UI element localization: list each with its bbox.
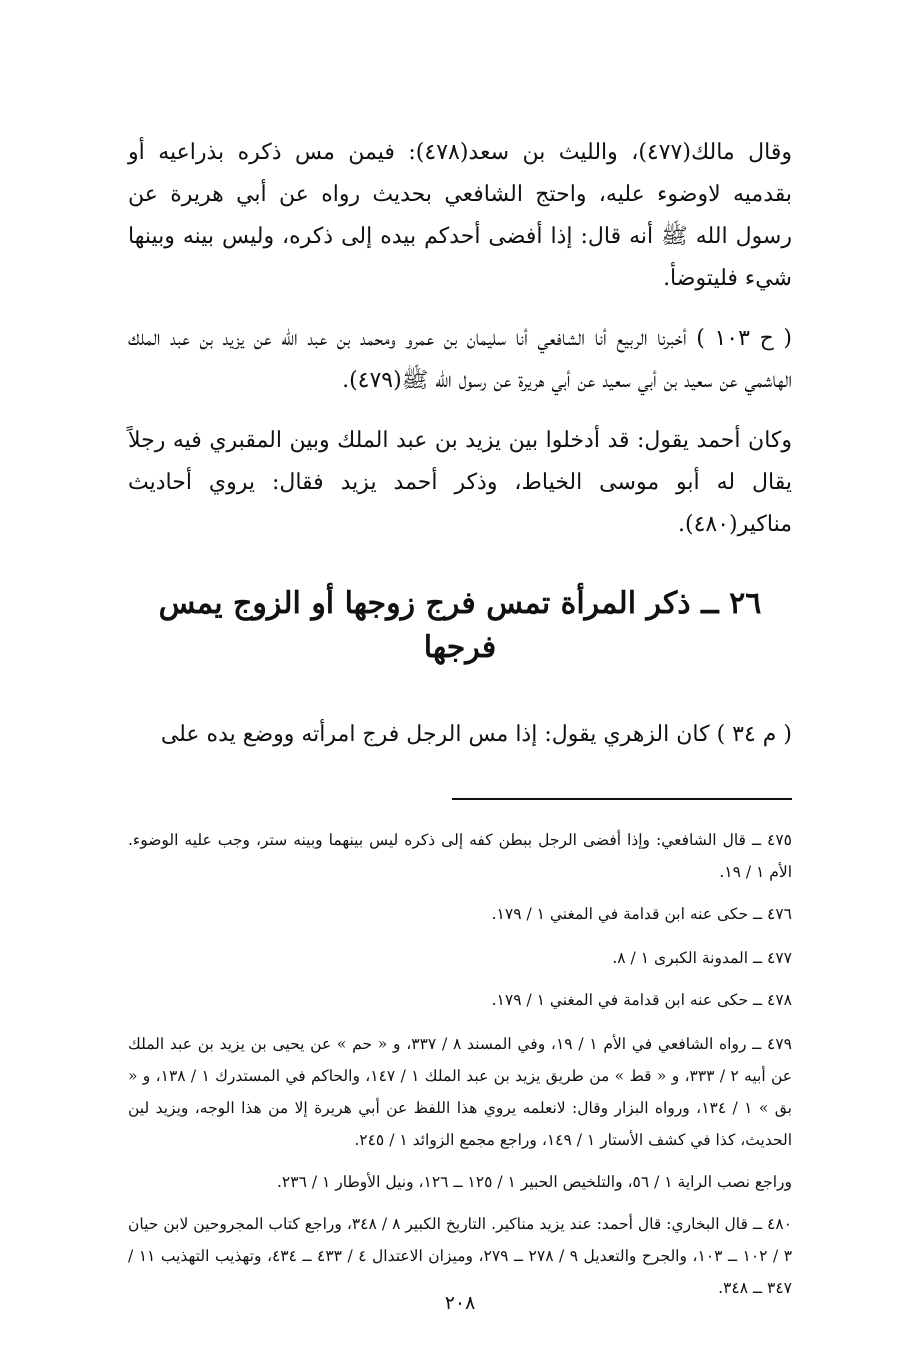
paragraph-2: ( ح ١٠٣ ) أخبرنا الربيع أنا الشافعي أنا سليمان بن عمرو ومحمد بن عبد الله عن يزيد بن عبد الملك الهاشمي عن سعيد بن أبي سعيد عن أبي هريرة عن رسول الله ﷺ(٤٧٩). (128, 326, 792, 393)
footnote-475: ٤٧٥ ــ قال الشافعي: وإذا أفضى الرجل ببطن كفه إلى ذكره ليس بينهما وبينه ستر، وجب عليه الوضوء. الأم ١ / ١٩. (128, 831, 792, 881)
paragraph-3: وكان أحمد يقول: قد أدخلوا بين يزيد بن عبد الملك وبين المقبري فيه رجلاً يقال له أبو موسى الخياط، وذكر أحمد يزيد فقال: يروي أحاديث مناكير(٤٨٠). (128, 428, 792, 537)
footnotes (128, 824, 792, 1304)
footnote-480: ٤٨٠ ــ قال البخاري: قال أحمد: عند يزيد مناكير. التاريخ الكبير ٨ / ٣٤٨، وراجع كتاب المجروحين لابن حيان ٣ / ١٠٢ ــ ١٠٣، والجرح والتعديل ٩ / ٢٧٨ ــ ٢٧٩، وميزان الاعتدال ٤ / ٤٣٣ ــ ٤٣٤، وتهذيب التهذيب ١١ / ٣٤٧ ــ ٣٤٨. (128, 1215, 793, 1297)
paragraph-1: وقال مالك(٤٧٧)، والليث بن سعد(٤٧٨): فيمن مس ذكره بذراعيه أو بقدميه لاوضوء عليه، واحتج الشافعي بحديث رواه عن أبي هريرة عن رسول الله ﷺ أنه قال: إذا أفضى أحدكم بيده إلى ذكره، وليس بينه وبينها شيء فليتوضأ. (128, 140, 792, 291)
footnote-476: ٤٧٦ ــ حكى عنه ابن قدامة في المغني ١ / ١٧٩. (491, 905, 792, 923)
page-number: ٢٠٨ (444, 1292, 476, 1314)
footnote-477: ٤٧٧ ــ المدونة الكبرى ١ / ٨. (612, 949, 792, 967)
footnote-separator (452, 798, 792, 800)
footnote-478: ٤٧٨ ــ حكى عنه ابن قدامة في المغني ١ / ١٧٩. (491, 991, 792, 1009)
paragraph-4: ( م ٣٤ ) كان الزهري يقول: إذا مس الرجل فرج امرأته ووضع يده على (160, 722, 792, 747)
main-text-continued (128, 714, 792, 756)
section-heading: ٢٦ ــ ذكر المرأة تمس فرج زوجها أو الزوج يمس فرجها (158, 586, 762, 665)
footnote-479-continued: وراجع نصب الراية ١ / ٥٦، والتلخيص الحبير ١ / ١٢٥ ــ ١٢٦، ونيل الأوطار ١ / ٢٣٦. (276, 1173, 792, 1191)
main-text (128, 132, 792, 546)
footnote-479: ٤٧٩ ــ رواه الشافعي في الأم ١ / ١٩، وفي المسند ٨ / ٣٣٧، و « حم » عن يحيى بن يزيد بن عبد الملك عن أبيه ٢ / ٣٣٣، و « قط » من طريق يزيد بن عبد الملك ١ / ١٤٧، والحاكم في المستدرك ١ / ١٣٨، و « بق » ١ / ١٣٤، ورواه البزار وقال: لانعلمه يروي هذا اللفظ عن أبي هريرة إلا من هذا الوجه، ويزيد لين الحديث، كذا في كشف الأستار ١ / ١٤٩، وراجع مجمع الزوائد ١ / ٢٤٥. (128, 1035, 793, 1149)
